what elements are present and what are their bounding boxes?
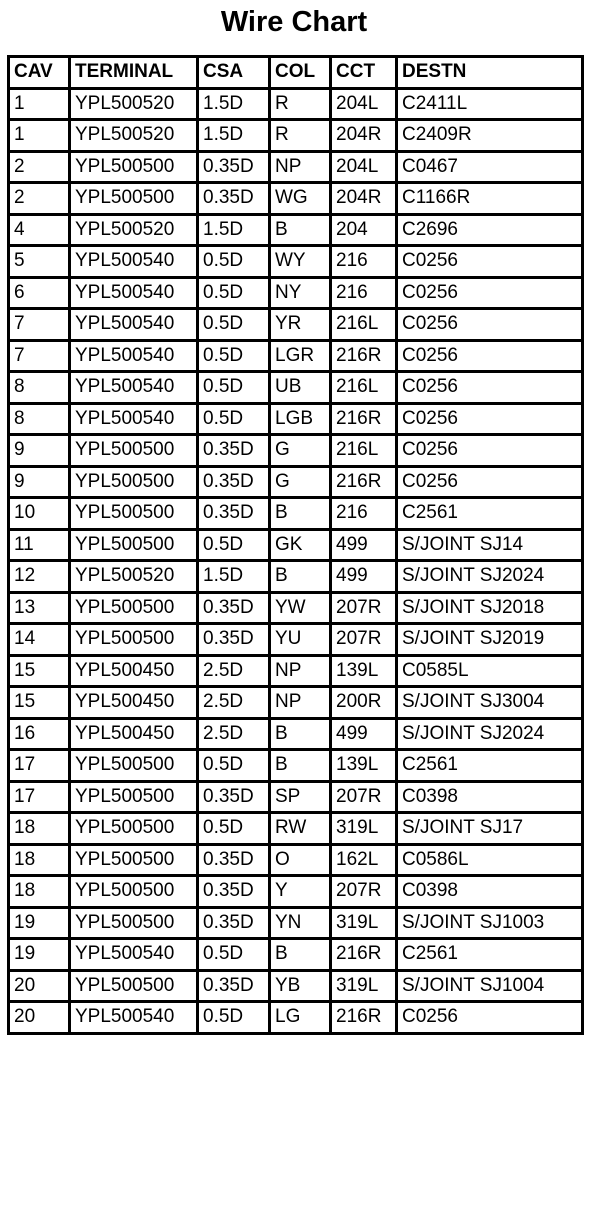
table-row [9,403,583,435]
cell-terminal: YPL500520 [70,88,198,120]
cell-cct: 216R [331,340,397,372]
cell-col: UB [270,372,331,404]
cell-csa: 2.5D [198,718,270,750]
cell-cav: 9 [9,466,70,498]
cell-cav: 13 [9,592,70,624]
cell-csa: 0.5D [198,1002,270,1034]
cell-cct: 216 [331,277,397,309]
cell-csa: 0.5D [198,939,270,971]
cell-col: NP [270,151,331,183]
table-row [9,655,583,687]
cell-col: B [270,718,331,750]
cell-col: B [270,561,331,593]
cell-cav: 19 [9,939,70,971]
cell-destn: C0256 [397,1002,583,1034]
cell-cav: 2 [9,151,70,183]
cell-col: Y [270,876,331,908]
cell-terminal: YPL500500 [70,183,198,215]
cell-terminal: YPL500540 [70,246,198,278]
cell-csa: 0.35D [198,592,270,624]
cell-col: YU [270,624,331,656]
cell-cct: 207R [331,592,397,624]
cell-destn: S/JOINT SJ2024 [397,718,583,750]
table-row [9,246,583,278]
cell-col: YB [270,970,331,1002]
cell-terminal: YPL500500 [70,435,198,467]
cell-cct: 204R [331,183,397,215]
cell-cav: 2 [9,183,70,215]
cell-col: WY [270,246,331,278]
cell-cct: 499 [331,718,397,750]
table-row [9,844,583,876]
cell-cct: 216L [331,435,397,467]
cell-cct: 499 [331,529,397,561]
cell-cct: 216R [331,466,397,498]
cell-csa: 0.35D [198,781,270,813]
cell-destn: C2561 [397,939,583,971]
cell-cav: 20 [9,1002,70,1034]
cell-destn: C0256 [397,309,583,341]
table-row [9,183,583,215]
cell-cav: 18 [9,876,70,908]
cell-cct: 207R [331,781,397,813]
cell-cav: 7 [9,309,70,341]
header-csa: CSA [198,57,270,89]
cell-col: LGB [270,403,331,435]
cell-cct: 216L [331,372,397,404]
cell-csa: 1.5D [198,88,270,120]
cell-cct: 207R [331,624,397,656]
wire-chart-table [7,55,584,1035]
cell-cct: 204 [331,214,397,246]
cell-destn: C0586L [397,844,583,876]
cell-cct: 499 [331,561,397,593]
cell-col: R [270,120,331,152]
table-row [9,718,583,750]
cell-terminal: YPL500500 [70,813,198,845]
cell-col: LG [270,1002,331,1034]
table-row [9,876,583,908]
table-row [9,309,583,341]
cell-col: O [270,844,331,876]
cell-cct: 216R [331,403,397,435]
cell-terminal: YPL500500 [70,624,198,656]
table-row [9,214,583,246]
cell-terminal: YPL500450 [70,687,198,719]
cell-cav: 1 [9,88,70,120]
table-row [9,372,583,404]
cell-destn: C0256 [397,277,583,309]
cell-cav: 18 [9,844,70,876]
table-row [9,466,583,498]
cell-csa: 0.5D [198,813,270,845]
cell-csa: 1.5D [198,214,270,246]
cell-destn: C2561 [397,750,583,782]
cell-destn: S/JOINT SJ3004 [397,687,583,719]
cell-cav: 15 [9,687,70,719]
cell-destn: C2561 [397,498,583,530]
cell-cct: 216 [331,246,397,278]
cell-col: G [270,435,331,467]
cell-csa: 0.5D [198,277,270,309]
cell-cct: 207R [331,876,397,908]
cell-csa: 0.5D [198,403,270,435]
cell-cav: 16 [9,718,70,750]
cell-col: B [270,939,331,971]
cell-terminal: YPL500450 [70,718,198,750]
cell-cav: 5 [9,246,70,278]
cell-terminal: YPL500540 [70,340,198,372]
cell-col: LGR [270,340,331,372]
cell-destn: S/JOINT SJ1003 [397,907,583,939]
cell-cct: 200R [331,687,397,719]
cell-col: B [270,498,331,530]
cell-cav: 4 [9,214,70,246]
header-terminal: TERMINAL [70,57,198,89]
cell-cct: 204L [331,88,397,120]
cell-destn: C2696 [397,214,583,246]
cell-terminal: YPL500500 [70,750,198,782]
table-row [9,561,583,593]
table-row [9,907,583,939]
cell-csa: 0.35D [198,498,270,530]
cell-csa: 0.35D [198,183,270,215]
cell-terminal: YPL500500 [70,781,198,813]
table-row [9,120,583,152]
cell-cav: 11 [9,529,70,561]
table-row [9,435,583,467]
cell-destn: C0256 [397,403,583,435]
cell-cct: 216 [331,498,397,530]
cell-csa: 0.5D [198,309,270,341]
cell-destn: S/JOINT SJ14 [397,529,583,561]
cell-csa: 0.5D [198,340,270,372]
cell-terminal: YPL500520 [70,120,198,152]
cell-col: B [270,750,331,782]
cell-csa: 1.5D [198,120,270,152]
cell-csa: 0.5D [198,372,270,404]
cell-csa: 0.35D [198,624,270,656]
cell-destn: C0256 [397,372,583,404]
header-destn: DESTN [397,57,583,89]
cell-terminal: YPL500500 [70,592,198,624]
cell-destn: C1166R [397,183,583,215]
cell-col: B [270,214,331,246]
cell-terminal: YPL500500 [70,466,198,498]
cell-cct: 204L [331,151,397,183]
table-row [9,624,583,656]
cell-cav: 8 [9,403,70,435]
page-title: Wire Chart [220,6,368,38]
cell-csa: 1.5D [198,561,270,593]
table-row [9,277,583,309]
cell-cav: 18 [9,813,70,845]
cell-terminal: YPL500450 [70,655,198,687]
table-row [9,781,583,813]
cell-terminal: YPL500500 [70,151,198,183]
table-row [9,813,583,845]
cell-cct: 319L [331,970,397,1002]
table-row [9,970,583,1002]
header-cct: CCT [331,57,397,89]
cell-terminal: YPL500520 [70,561,198,593]
cell-cct: 139L [331,655,397,687]
cell-csa: 0.5D [198,750,270,782]
cell-terminal: YPL500500 [70,970,198,1002]
cell-cct: 204R [331,120,397,152]
cell-destn: S/JOINT SJ2018 [397,592,583,624]
cell-destn: S/JOINT SJ1004 [397,970,583,1002]
table-row [9,939,583,971]
cell-destn: S/JOINT SJ2024 [397,561,583,593]
cell-cav: 14 [9,624,70,656]
cell-terminal: YPL500500 [70,844,198,876]
cell-terminal: YPL500540 [70,403,198,435]
cell-destn: C0256 [397,246,583,278]
cell-terminal: YPL500520 [70,214,198,246]
cell-destn: S/JOINT SJ2019 [397,624,583,656]
table-row [9,88,583,120]
cell-cav: 7 [9,340,70,372]
cell-csa: 0.5D [198,246,270,278]
cell-csa: 2.5D [198,687,270,719]
cell-csa: 0.35D [198,844,270,876]
table-row [9,340,583,372]
cell-csa: 0.35D [198,876,270,908]
cell-cct: 216R [331,1002,397,1034]
cell-terminal: YPL500540 [70,939,198,971]
table-row [9,151,583,183]
cell-col: G [270,466,331,498]
cell-cav: 10 [9,498,70,530]
cell-col: WG [270,183,331,215]
cell-cct: 216R [331,939,397,971]
cell-terminal: YPL500500 [70,907,198,939]
cell-col: RW [270,813,331,845]
cell-destn: C0256 [397,435,583,467]
cell-col: NP [270,687,331,719]
cell-cct: 319L [331,907,397,939]
cell-terminal: YPL500540 [70,372,198,404]
cell-destn: C0256 [397,466,583,498]
table-row [9,687,583,719]
cell-csa: 0.35D [198,435,270,467]
table-row [9,1002,583,1034]
cell-destn: C0256 [397,340,583,372]
table-row [9,750,583,782]
cell-cav: 9 [9,435,70,467]
cell-destn: C2411L [397,88,583,120]
cell-cav: 15 [9,655,70,687]
cell-cav: 17 [9,781,70,813]
table-row [9,529,583,561]
cell-destn: C0398 [397,781,583,813]
header-col: COL [270,57,331,89]
cell-destn: C2409R [397,120,583,152]
cell-destn: C0467 [397,151,583,183]
cell-terminal: YPL500500 [70,876,198,908]
cell-cct: 319L [331,813,397,845]
table-body [9,88,583,1033]
table-row [9,498,583,530]
cell-cav: 12 [9,561,70,593]
table-row [9,592,583,624]
cell-terminal: YPL500500 [70,498,198,530]
cell-col: NP [270,655,331,687]
cell-terminal: YPL500540 [70,1002,198,1034]
cell-csa: 0.35D [198,466,270,498]
cell-terminal: YPL500540 [70,277,198,309]
cell-destn: C0398 [397,876,583,908]
cell-csa: 0.35D [198,151,270,183]
cell-col: NY [270,277,331,309]
cell-cav: 20 [9,970,70,1002]
cell-col: YR [270,309,331,341]
cell-csa: 0.35D [198,970,270,1002]
cell-cct: 139L [331,750,397,782]
cell-csa: 2.5D [198,655,270,687]
cell-csa: 0.35D [198,907,270,939]
cell-col: R [270,88,331,120]
cell-col: YN [270,907,331,939]
cell-col: YW [270,592,331,624]
cell-cct: 162L [331,844,397,876]
cell-cav: 6 [9,277,70,309]
cell-cav: 1 [9,120,70,152]
cell-destn: C0585L [397,655,583,687]
cell-destn: S/JOINT SJ17 [397,813,583,845]
cell-terminal: YPL500500 [70,529,198,561]
cell-cct: 216L [331,309,397,341]
table-header-row [9,57,583,89]
header-cav: CAV [9,57,70,89]
cell-terminal: YPL500540 [70,309,198,341]
cell-col: GK [270,529,331,561]
cell-csa: 0.5D [198,529,270,561]
cell-col: SP [270,781,331,813]
cell-cav: 8 [9,372,70,404]
cell-cav: 19 [9,907,70,939]
cell-cav: 17 [9,750,70,782]
